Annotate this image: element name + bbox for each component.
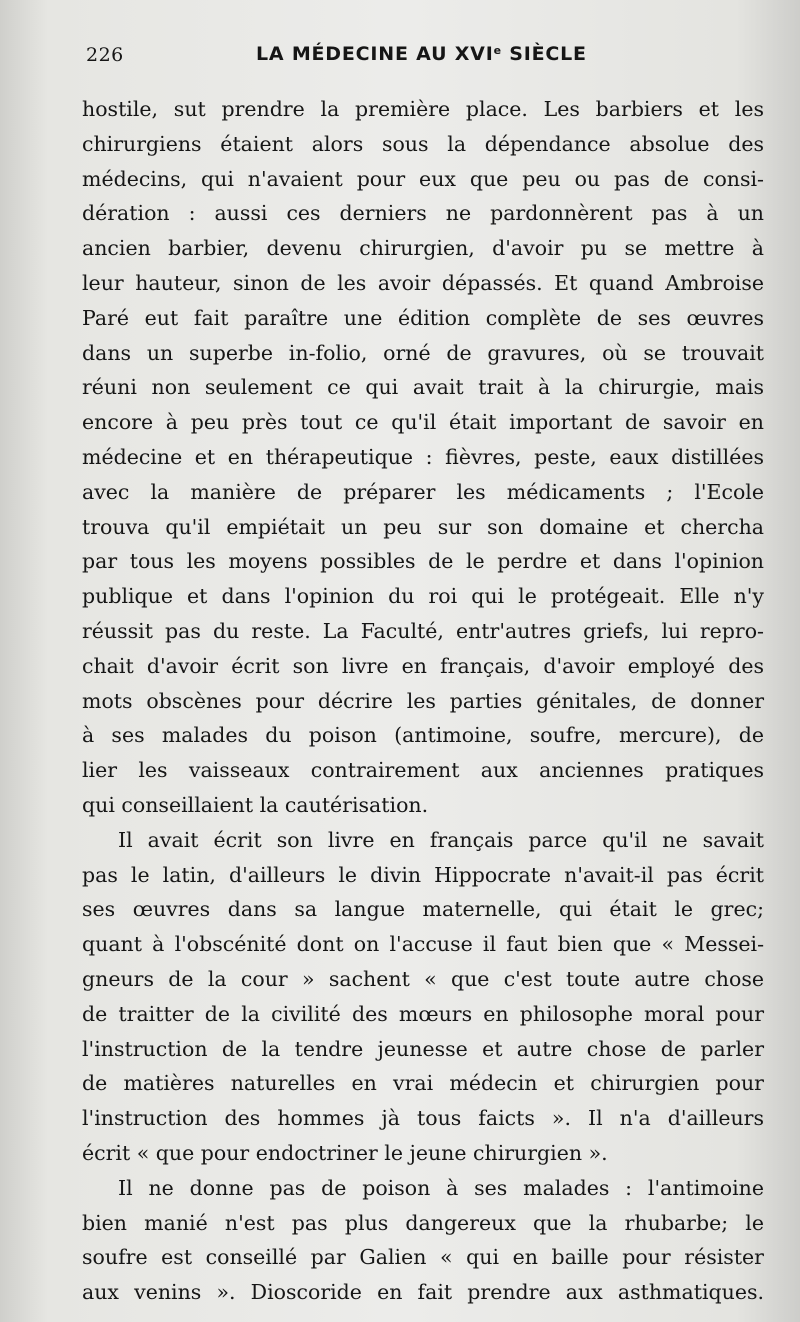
text-line: trouva qu'il empiétait un peu sur son domaine et chercha (82, 514, 764, 539)
text-line: par tous les moyens possibles de le perdre et dans l'opinion (82, 549, 764, 574)
text-line: encore à peu près tout ce qu'il était important de savoir en (82, 410, 764, 435)
text-line: mots obscènes pour décrire les parties génitales, de donner (82, 688, 764, 713)
text-line: qui conseillaient la cautérisation. (82, 792, 429, 817)
text-line: quant à l'obscénité dont on l'accuse il faut bien que « Messei- (82, 932, 764, 957)
text-line: avec la manière de préparer les médicaments ; l'Ecole (82, 479, 764, 504)
text-line: publique et dans l'opinion du roi qui le protégeait. Elle n'y (82, 584, 764, 609)
text-line: réussit pas du reste. La Faculté, entr'autres griefs, lui repro- (82, 618, 764, 643)
text-line: de traitter de la civilité des mœurs en philosophe moral pour (82, 1001, 764, 1026)
text-line: l'instruction des hommes jà tous faicts ». Il n'a d'ailleurs (82, 1106, 764, 1131)
text-line: bien manié n'est pas plus dangereux que la rhubarbe; le (82, 1210, 764, 1235)
text-line: Il avait écrit son livre en français parce qu'il ne savait (118, 827, 764, 852)
page-header (86, 44, 766, 80)
page-number: 226 (86, 44, 124, 66)
text-line: dans un superbe in-folio, orné de gravures, où se trouvait (82, 340, 764, 365)
running-title (256, 43, 587, 65)
paragraph (82, 92, 764, 823)
body-text (82, 92, 764, 1310)
paragraph (82, 823, 764, 1171)
text-line: à ses malades du poison (antimoine, soufre, mercure), de (82, 723, 764, 748)
text-line: ancien barbier, devenu chirurgien, d'avoir pu se mettre à (82, 236, 764, 261)
text-line: de matières naturelles en vrai médecin et chirurgien pour (82, 1071, 764, 1096)
running-title-end: SIÈCLE (501, 43, 587, 65)
text-line: réuni non seulement ce qui avait trait à la chirurgie, mais (82, 375, 764, 400)
text-line: aux venins ». Dioscoride en fait prendre aux asthmatiques. (82, 1280, 764, 1305)
running-title-main: LA MÉDECINE AU XVI (256, 43, 494, 65)
text-line: hostile, sut prendre la première place. Les barbiers et les (82, 97, 764, 121)
text-line: médecins, qui n'avaient pour eux que peu ou pas de consi- (82, 166, 764, 191)
text-line: Paré eut fait paraître une édition complète de ses œuvres (82, 305, 764, 330)
text-line: ses œuvres dans sa langue maternelle, qui était le grec; (82, 897, 764, 922)
text-line: chirurgiens étaient alors sous la dépendance absolue des (82, 131, 764, 156)
text-line: chait d'avoir écrit son livre en français, d'avoir employé des (82, 653, 764, 678)
running-title-superscript: e (493, 44, 502, 57)
text-line: gneurs de la cour » sachent « que c'est toute autre chose (82, 966, 764, 991)
text-line: lier les vaisseaux contrairement aux anciennes pratiques (82, 758, 764, 783)
text-line: Il ne donne pas de poison à ses malades : l'antimoine (118, 1175, 764, 1200)
text-line: leur hauteur, sinon de les avoir dépassés. Et quand Ambroise (82, 270, 764, 295)
text-line: médecine et en thérapeutique : fièvres, peste, eaux distillées (82, 444, 764, 469)
text-line: dération : aussi ces derniers ne pardonnèrent pas à un (82, 201, 764, 226)
text-line: l'instruction de la tendre jeunesse et autre chose de parler (82, 1036, 764, 1061)
text-line: soufre est conseillé par Galien « qui en baille pour résister (82, 1245, 764, 1270)
text-line: écrit « que pour endoctriner le jeune chirurgien ». (82, 1140, 608, 1165)
text-line: pas le latin, d'ailleurs le divin Hippocrate n'avait-il pas écrit (82, 862, 764, 887)
paragraph (82, 1171, 764, 1310)
